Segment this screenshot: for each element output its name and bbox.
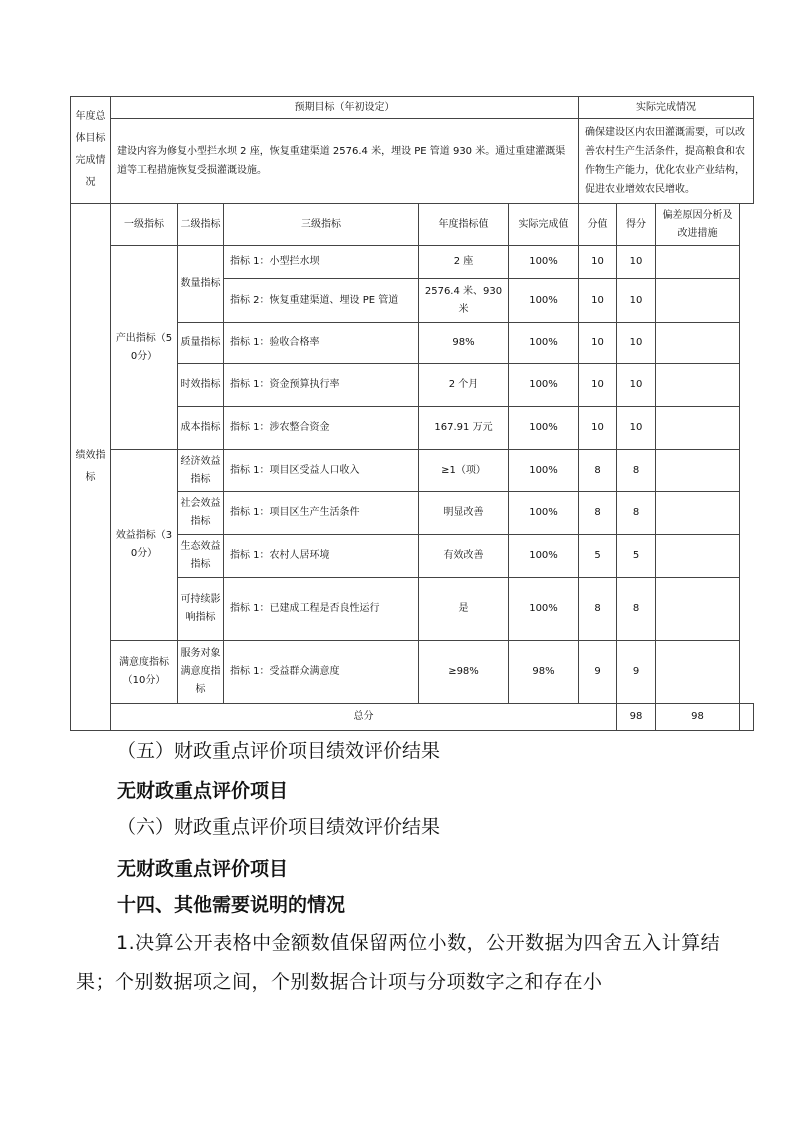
actual-cell: 100%	[509, 279, 579, 323]
level2-cell: 社会效益指标	[178, 492, 224, 535]
section-6-title: （六）财政重点评价项目绩效评价结果	[117, 816, 441, 838]
score-value-cell: 10	[579, 364, 617, 407]
level3-cell: 指标 1：受益群众满意度	[224, 641, 419, 704]
level3-cell: 指标 2：恢复重建渠道、埋设 PE 管道	[224, 279, 419, 323]
col-level1: 一级指标	[111, 204, 178, 246]
total-label: 总分	[111, 704, 617, 731]
deviation-cell	[656, 407, 740, 450]
score-cell: 10	[617, 323, 656, 364]
deviation-cell	[656, 279, 740, 323]
score-cell: 9	[617, 641, 656, 704]
actual-cell: 100%	[509, 407, 579, 450]
level3-cell: 指标 1：项目区生产生活条件	[224, 492, 419, 535]
level2-cell: 成本指标	[178, 407, 224, 450]
target-cell: 是	[419, 578, 509, 641]
actual-cell: 100%	[509, 492, 579, 535]
level3-cell: 指标 1：已建成工程是否良性运行	[224, 578, 419, 641]
col-level3: 三级指标	[224, 204, 419, 246]
table-row	[71, 641, 754, 704]
score-cell: 10	[617, 407, 656, 450]
deviation-cell	[656, 578, 740, 641]
score-cell: 5	[617, 535, 656, 578]
actual-cell: 100%	[509, 535, 579, 578]
col-target: 年度指标值	[419, 204, 509, 246]
total-score-value: 98	[617, 704, 656, 731]
year-goal-label: 年度总体目标完成情况	[71, 97, 111, 204]
level2-cell: 可持续影响指标	[178, 578, 224, 641]
level2-cell: 数量指标	[178, 246, 224, 323]
deviation-cell	[656, 246, 740, 279]
score-cell: 10	[617, 364, 656, 407]
col-score: 得分	[617, 204, 656, 246]
deviation-cell	[656, 535, 740, 578]
perf-indicator-label: 绩效指标	[71, 204, 111, 731]
score-value-cell: 10	[579, 323, 617, 364]
actual-completion-header: 实际完成情况	[579, 97, 754, 119]
score-cell: 10	[617, 246, 656, 279]
level3-cell: 指标 1：农村人居环境	[224, 535, 419, 578]
level2-cell: 生态效益指标	[178, 535, 224, 578]
actual-cell: 100%	[509, 323, 579, 364]
level2-cell: 质量指标	[178, 323, 224, 364]
level3-cell: 指标 1：小型拦水坝	[224, 246, 419, 279]
section-5-body: 无财政重点评价项目	[117, 780, 289, 802]
total-score: 98	[656, 704, 740, 731]
section-5-title: （五）财政重点评价项目绩效评价结果	[117, 740, 441, 762]
planned-goal-header: 预期目标（年初设定）	[111, 97, 579, 119]
deviation-cell	[656, 492, 740, 535]
target-cell: 2576.4 米、930 米	[419, 279, 509, 323]
target-cell: 2 个月	[419, 364, 509, 407]
actual-cell: 100%	[509, 450, 579, 492]
col-level2: 二级指标	[178, 204, 224, 246]
actual-cell: 100%	[509, 364, 579, 407]
col-score-value: 分值	[579, 204, 617, 246]
col-deviation: 偏差原因分析及改进措施	[656, 204, 740, 246]
target-cell: 有效改善	[419, 535, 509, 578]
score-value-cell: 8	[579, 492, 617, 535]
score-value-cell: 10	[579, 246, 617, 279]
score-value-cell: 10	[579, 279, 617, 323]
score-value-cell: 8	[579, 578, 617, 641]
level2-cell: 经济效益指标	[178, 450, 224, 492]
group-output: 产出指标（50分）	[111, 246, 178, 450]
deviation-cell	[656, 641, 740, 704]
planned-goal-text: 建设内容为修复小型拦水坝 2 座，恢复重建渠道 2576.4 米，埋设 PE 管道 930 米。通过重建灌溉渠道等工程措施恢复受损灌溉设施。	[111, 119, 579, 204]
target-cell: 98%	[419, 323, 509, 364]
level2-cell: 时效指标	[178, 364, 224, 407]
target-cell: 明显改善	[419, 492, 509, 535]
section-14-title: 十四、其他需要说明的情况	[117, 894, 346, 916]
score-cell: 8	[617, 450, 656, 492]
score-cell: 8	[617, 492, 656, 535]
table-row	[71, 246, 754, 279]
target-cell: ≥1（项）	[419, 450, 509, 492]
deviation-cell	[656, 450, 740, 492]
table-row	[71, 450, 754, 492]
level3-cell: 指标 1：资金预算执行率	[224, 364, 419, 407]
actual-cell: 100%	[509, 578, 579, 641]
deviation-cell	[656, 323, 740, 364]
target-cell: 167.91 万元	[419, 407, 509, 450]
section-6-body: 无财政重点评价项目	[117, 858, 289, 880]
level2-cell: 服务对象满意度指标	[178, 641, 224, 704]
score-value-cell: 8	[579, 450, 617, 492]
score-value-cell: 5	[579, 535, 617, 578]
level3-cell: 指标 1：验收合格率	[224, 323, 419, 364]
total-row	[71, 704, 754, 731]
col-actual: 实际完成值	[509, 204, 579, 246]
deviation-cell	[656, 364, 740, 407]
score-cell: 10	[617, 279, 656, 323]
group-satisfaction: 满意度指标（10分）	[111, 641, 178, 704]
performance-table	[70, 96, 754, 731]
section-14-paragraph: 1.决算公开表格中金额数值保留两位小数，公开数据为四舍五入计算结果；个别数据项之间，个别数据合计项与分项数字之和存在小	[76, 932, 721, 993]
level3-cell: 指标 1：涉农整合资金	[224, 407, 419, 450]
score-cell: 8	[617, 578, 656, 641]
score-value-cell: 9	[579, 641, 617, 704]
group-benefit: 效益指标（30分）	[111, 450, 178, 641]
actual-cell: 100%	[509, 246, 579, 279]
actual-completion-text: 确保建设区内农田灌溉需要，可以改善农村生产生活条件，提高粮食和农作物生产能力，优化农业产业结构，促进农业增效农民增收。	[579, 119, 754, 204]
target-cell: ≥98%	[419, 641, 509, 704]
total-deviation	[740, 704, 754, 731]
target-cell: 2 座	[419, 246, 509, 279]
actual-cell: 98%	[509, 641, 579, 704]
level3-cell: 指标 1：项目区受益人口收入	[224, 450, 419, 492]
score-value-cell: 10	[579, 407, 617, 450]
